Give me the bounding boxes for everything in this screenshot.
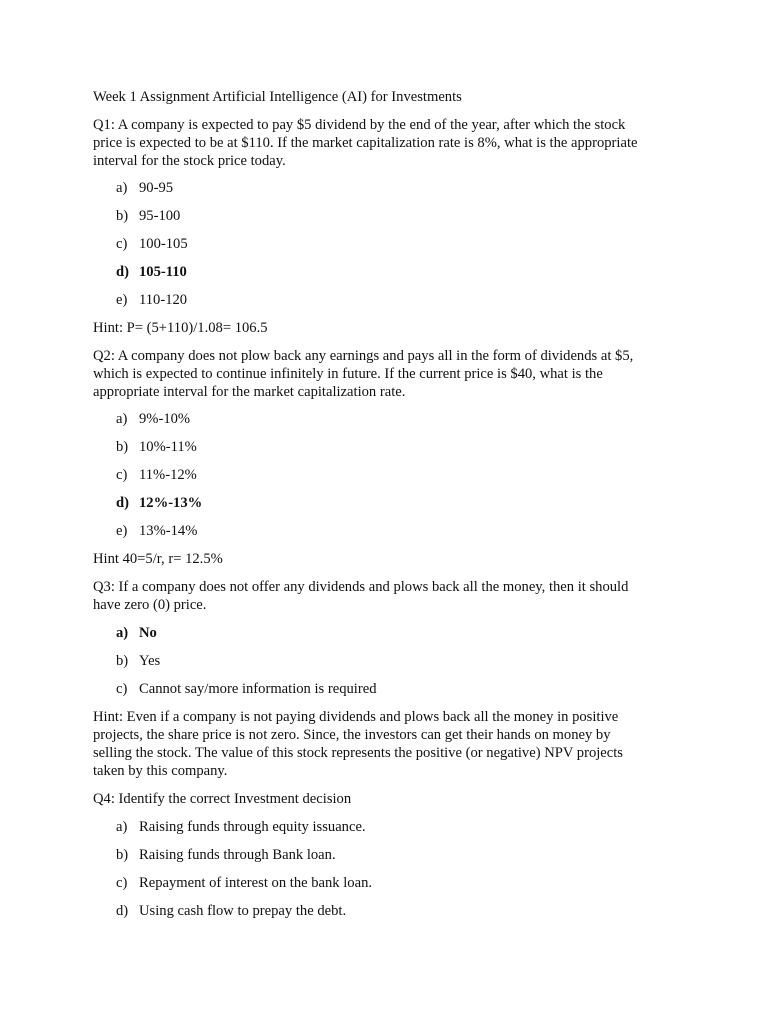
question-2-option-e — [116, 522, 197, 540]
option-letter: c) — [116, 467, 128, 483]
option-letter: e) — [116, 292, 128, 308]
hint-line: Hint: Even if a company is not paying dividends and plows back all the money in positive — [93, 709, 619, 725]
question-3-hint — [93, 708, 683, 780]
question-4-option-a — [116, 818, 366, 836]
option-text: Using cash flow to prepay the debt. — [139, 903, 347, 919]
option-text: Cannot say/more information is required — [139, 681, 377, 697]
option-text: Yes — [139, 653, 161, 669]
question-2-hint: Hint 40=5/r, r= 12.5% — [93, 551, 223, 567]
hint-line: selling the stock. The value of this stock represents the positive (or negative) NPV projects — [93, 745, 623, 761]
option-letter: a) — [116, 411, 128, 427]
option-letter: c) — [116, 875, 128, 891]
option-letter: c) — [116, 681, 128, 697]
option-letter: e) — [116, 523, 128, 539]
question-2-line: Q2: A company does not plow back any earnings and pays all in the form of dividends at $5, — [93, 348, 634, 364]
option-text: 90-95 — [139, 180, 174, 196]
option-letter: a) — [116, 819, 128, 835]
question-4-option-b — [116, 846, 336, 864]
option-text: 10%-11% — [139, 439, 197, 455]
option-text: 95-100 — [139, 208, 181, 224]
question-4-option-c — [116, 874, 372, 892]
option-letter: b) — [116, 208, 129, 224]
option-letter: d) — [116, 264, 129, 280]
question-1-option-a — [116, 179, 173, 197]
question-2-option-d-correct — [116, 494, 202, 512]
document-title: Week 1 Assignment Artificial Intelligence (AI) for Investments — [93, 89, 462, 105]
option-letter: c) — [116, 236, 128, 252]
question-1-text — [93, 116, 683, 170]
option-text: 12%-13% — [139, 495, 203, 511]
question-3-line: Q3: If a company does not offer any dividends and plows back all the money, then it should — [93, 579, 629, 595]
question-2-line: appropriate interval for the market capitalization rate. — [93, 384, 406, 400]
question-2-option-a — [116, 410, 190, 428]
option-letter: d) — [116, 495, 129, 511]
option-text: 110-120 — [139, 292, 188, 308]
option-letter: d) — [116, 903, 129, 919]
question-1-line: price is expected to be at $110. If the market capitalization rate is 8%, what is the appropriate — [93, 135, 638, 151]
question-1-line: Q1: A company is expected to pay $5 dividend by the end of the year, after which the stock — [93, 117, 626, 133]
question-1-option-c — [116, 235, 188, 253]
option-letter: b) — [116, 653, 129, 669]
question-3-option-c — [116, 680, 377, 698]
option-text: Raising funds through Bank loan. — [139, 847, 336, 863]
question-1-option-b — [116, 207, 180, 225]
option-letter: b) — [116, 847, 129, 863]
option-text: 11%-12% — [139, 467, 197, 483]
option-letter: a) — [116, 180, 128, 196]
hint-line: taken by this company. — [93, 763, 228, 779]
question-1-hint: Hint: P= (5+110)/1.08= 106.5 — [93, 320, 268, 336]
question-2-line: which is expected to continue infinitely in future. If the current price is $40, what is the — [93, 366, 603, 382]
question-1-option-e — [116, 291, 187, 309]
hint-line: projects, the share price is not zero. Since, the investors can get their hands on money by — [93, 727, 611, 743]
option-text: No — [139, 625, 157, 641]
question-4-option-d — [116, 902, 346, 920]
question-4-text: Q4: Identify the correct Investment decision — [93, 791, 352, 807]
option-text: 105-110 — [139, 264, 187, 280]
question-3-line: have zero (0) price. — [93, 597, 207, 613]
question-2-text — [93, 347, 683, 401]
option-letter: a) — [116, 625, 129, 641]
question-3-option-b — [116, 652, 160, 670]
option-text: 13%-14% — [139, 523, 198, 539]
question-3-text — [93, 578, 683, 614]
option-letter: b) — [116, 439, 129, 455]
question-3-option-a-correct — [116, 624, 157, 642]
question-1-option-d-correct — [116, 263, 187, 281]
option-text: 9%-10% — [139, 411, 191, 427]
option-text: Repayment of interest on the bank loan. — [139, 875, 373, 891]
option-text: Raising funds through equity issuance. — [139, 819, 366, 835]
question-1-line: interval for the stock price today. — [93, 153, 286, 169]
question-2-option-b — [116, 438, 197, 456]
question-2-option-c — [116, 466, 197, 484]
option-text: 100-105 — [139, 236, 188, 252]
